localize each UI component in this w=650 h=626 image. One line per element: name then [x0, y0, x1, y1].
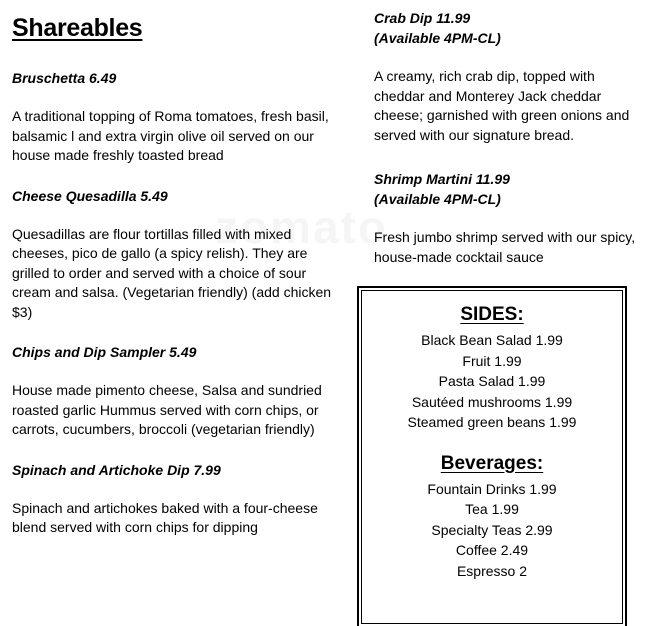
- beverages-list: [359, 479, 625, 582]
- item-name: Spinach and Artichoke Dip 7.99: [12, 461, 221, 478]
- list-item: Steamed green beans 1.99: [407, 414, 577, 430]
- section-title: Shareables: [12, 14, 143, 42]
- item-availability: (Available 4PM-CL): [374, 191, 501, 207]
- item-name-line: Shrimp Martini 11.99: [374, 171, 510, 187]
- item-name: [374, 8, 644, 48]
- item-description: Quesadillas are flour tortillas filled with mixed cheeses, pico de gallo (a spicy relish). They are grilled to order and served with a choice of sour cream and salsa. (Vegetarian friendly) (add chicken $3): [12, 225, 332, 320]
- list-item: Black Bean Salad 1.99: [421, 332, 563, 348]
- sides-beverages-box: [357, 286, 627, 626]
- item-name: Chips and Dip Sampler 5.49: [12, 344, 197, 360]
- list-item: Coffee 2.49: [455, 542, 529, 558]
- item-description: House made pimento cheese, Salsa and sundried roasted garlic Hummus served with corn chips, or carrots, cucumbers, broccoli (vegetarian friendly): [12, 382, 322, 437]
- item-name-line: Crab Dip 11.99: [374, 10, 471, 26]
- beverages-title: Beverages:: [440, 452, 544, 474]
- menu-item-spinach-artichoke-dip: [12, 460, 342, 538]
- list-item: Espresso 2: [456, 562, 528, 579]
- shareables-column: [12, 14, 342, 558]
- item-name: Cheese Quesadilla 5.49: [12, 187, 168, 204]
- sides-list: [359, 330, 625, 433]
- menu-item-crab-dip: [374, 8, 644, 145]
- sides-title: SIDES:: [460, 304, 524, 325]
- list-item: Specialty Teas 2.99: [431, 521, 553, 538]
- item-description: Spinach and artichokes baked with a four-cheese blend served with corn chips for dipping: [12, 499, 318, 535]
- list-item: Sautéed mushrooms 1.99: [411, 393, 573, 410]
- list-item: Fruit 1.99: [462, 352, 522, 369]
- item-name: [374, 169, 644, 209]
- item-description: Fresh jumbo shrimp served with our spicy, house-made cocktail sauce: [374, 229, 636, 265]
- item-name: Bruschetta 6.49: [12, 70, 117, 86]
- menu-item-chips-and-dip: [12, 342, 342, 440]
- menu-item-shrimp-martini: [374, 169, 644, 267]
- menu-item-cheese-quesadilla: [12, 186, 342, 323]
- list-item: Pasta Salad 1.99: [438, 373, 546, 389]
- item-description: A traditional topping of Roma tomatoes, fresh basil, balsamic l and extra virgin olive oil served on our house made freshly toasted bread: [12, 108, 329, 163]
- list-item: Tea 1.99: [465, 501, 519, 517]
- list-item: Fountain Drinks 1.99: [427, 480, 557, 497]
- menu-item-bruschetta: [12, 68, 342, 166]
- right-column: [374, 8, 644, 291]
- item-availability: (Available 4PM-CL): [374, 30, 501, 46]
- item-description: A creamy, rich crab dip, topped with cheddar and Monterey Jack cheddar cheese; garnished with green onions and served with our signature bread.: [374, 68, 630, 143]
